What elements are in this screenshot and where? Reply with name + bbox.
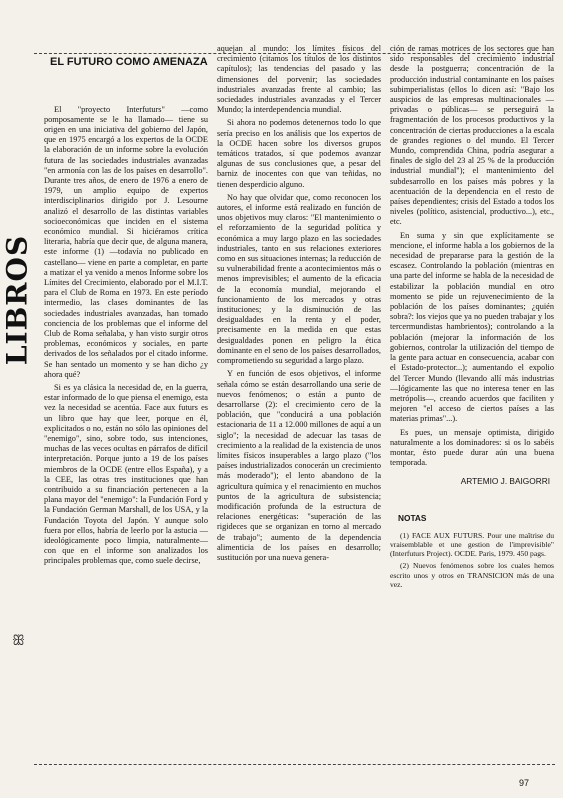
paragraph: Si ahora no podemos detenernos todo lo que sería preciso en los análisis que los expertos de la OCDE hacen sobre los diversos grupos temáticos tratados, sí que podemos avanzar algunas de sus conclusiones que, a pesar del barniz de inocentes con que van teñidas, no tienen desperdicio alguno. (217, 118, 381, 189)
paragraph: En suma y sin que explícitamente se mencione, el informe habla a los gobiernos de la necesidad de prepararse para la gestión de la escasez. Controlando la población (mientras en una parte del informe se habla de la necesidad de estabilizar la población mundial en otro momento se pide un rejuvenecimiento de la población de los países dominantes; ¿quién sobra?: los viejos que ya no pueden trabajar y los tercermundistas hambrientos); controlando a la población (mejorar la información de los gobiernos, controlar la utilización del tiempo de la gente para actuar en consecuencia, acabar con el Estado-protector...); aumentando el expolio del Tercer Mundo (llevando allí más industrias —lógicamente las que no interesa tener en las metrópolis—, creando acuerdos que faciliten y mejoren "el acceso de ciertos países a las materias primas"...). (390, 230, 554, 424)
decorative-ornament-icon: ꕥ (12, 633, 25, 649)
footnote: (2) Nuevos fenómenos sobre los cuales hemos escrito unos y otros en TRANSICION más de una vez. (390, 561, 554, 589)
section-label (0, 100, 34, 500)
paragraph: aquejan al mundo: los límites físicos del crecimiento (citamos los títulos de los distintos capítulos); las tendencias del pasado y las dimensiones del porvenir; las sociedades industriales avanzadas frente al cambio; las sociedades industriales avanzadas y el Tercer Mundo; la interdependencia mundial. (217, 44, 381, 115)
author-signature: ARTEMIO J. BAIGORRI (460, 476, 550, 487)
section-label-text: LIBROS (0, 234, 34, 366)
paragraph: ción de ramas motrices de los sectores que han sido responsables del crecimiento industrial desde la postguerra; concentración de la producción industrial contaminante en los países subimperialistas (ellos lo dicen así: "Bajo los auspicios de las empresas multinacionales —privadas o públicas— se perseguirá la fragmentación de los procesos productivos y la concentración de ciertas producciones a la escala de grandes regiones o del mundo. El Tercer Mundo, comprendida China, podría asegurar a finales de siglo del 23 al 25 % de la producción industrial mundial"); el mantenimiento del subdesarrollo en los países más pobres y la acentuación de la dependencia en el resto de países dependientes; crisis del Estado a todos los niveles (político, asistencial, productivo...), etc., etc. (390, 44, 554, 227)
paragraph: Si es ya clásica la necesidad de, en la guerra, estar informado de lo que piensa el enemigo, esta vez la necesidad se acentúa. Face aux futurs es un libro que hay que leer, porque en él, explicitados o no, están no sólo las opiniones del "enemigo", sino, sobre todo, sus intenciones, muchas de las veces ocultas en párrafos de difícil interpretación. Porque junto a 19 de los países miembros de la OCDE (entre ellos España), y a la CEE, las otras tres instituciones que han contribuido a su financiación pertenecen a la plana mayor del "enemigo": la Fundación Ford y la Fundación German Marshall, de los USA, y la Fundación Toyota del Japón. Y aunque solo fuera por ellos, habría de leerlo por la astucia —ideológicamente poco limpia, naturalmente— con que en el informe son analizados los principales problemas que, como suele decirse, (44, 382, 208, 566)
article-body (44, 44, 554, 762)
notes-heading: NOTAS (398, 512, 427, 523)
column-1 (44, 44, 208, 762)
bottom-divider (34, 764, 555, 765)
footnote: (1) FACE AUX FUTURS. Pour une maîtrise du vraisemblable et une gestion de l'imprevisible" (Interfuturs Project). OCDE. Paris, 1979. 450 pags. (390, 530, 554, 559)
paragraph: No hay que olvidar que, como reconocen los autores, el informe está realizado en función de unos objetivos muy claros: "El mantenimiento o el reforzamiento de la seguridad política y económica a muy largo plazo en las sociedades industriales, tanto en sus relaciones exteriores como en sus situaciones internas; la reducción de su vulnerabilidad frente a acontecimientos más o menos imprevisibles; el aumento de la eficacia de la economía mundial, mejorando el funcionamiento de los mercados y otras instituciones; y la disminución de las desigualdades en la renta y el poder, precisamente en la medida en que estas desigualdades ponen en peligro la ética dominante en el seno de los países desarrollados, comprometiendo su seguridad a largo plazo. (217, 192, 381, 366)
article-title: EL FUTURO COMO AMENAZA (50, 56, 208, 68)
column-3 (390, 44, 554, 762)
paragraph: Es pues, un mensaje optimista, dirigido naturalmente a los dominadores: si os lo sabéis montar, ésto puede durar aún una buena temporada. (390, 427, 554, 468)
paragraph: El "proyecto Interfuturs" —como pomposamente se le ha llamado— tiene su origen en una iniciativa del gobierno del Japón, que en 1975 encargó a los expertos de la OCDE la elaboración de un informe sobre la evolución futura de las sociedades industriales avanzadas "en armonía con las de los países en desarrollo". Durante tres años, de enero de 1976 a enero de 1979, un amplio equipo de expertos interdisciplinarios dirigido por J. Lesourne analizó el desarrollo de las distintas variables socioeconómicas que inciden en el sistema económico mundial. Si hiciéramos crítica literaria, habría que decir que, de alguna manera, este informe (1) —todavía no publicado en castellano— viene en parte a completar, en parte a matizar el ya venido a menos Informe sobre los Límites del Crecimiento, elaborado por el M.I.T. para el Club de Roma en 1973. En este período intermedio, las clases dominantes de las sociedades industriales avanzadas, han tomado conciencia de los problemas que el informe del Club de Roma señalaba, y han visto surgir otros problemas, económicos y sociales, en parte derivados de los señalados por el citado informe. Se han sentado un momento y se han dicho ¿y ahora qué? (44, 104, 208, 379)
paragraph: Y en función de esos objetivos, el informe señala cómo se están desarrollando una serie de nuevos fenómenos; o están a punto de desarrollarse (2): el crecimiento cero de la población, que "conducirá a una población estacionaria de 11 a 12.000 millones de aquí a un siglo"; la necesidad de adecuar las tasas de crecimiento a la realidad de la existencia de unos límites físicos insuperables a largo plazo ("los países industrializados conocerán un crecimiento más moderado"); el lento abandono de la agricultura química y el renacimiento en muchos puntos de la agricultura de subsistencia; modificación profunda de la estructura de relaciones energéticas: "superación de las rigideces que se organizan en torno al mercado de trabajo"; aumento de la dependencia alimenticia de los países en desarrollo; sustitución por una nueva genera- (217, 369, 381, 562)
page-number: 97 (518, 778, 529, 788)
column-2 (217, 44, 381, 762)
